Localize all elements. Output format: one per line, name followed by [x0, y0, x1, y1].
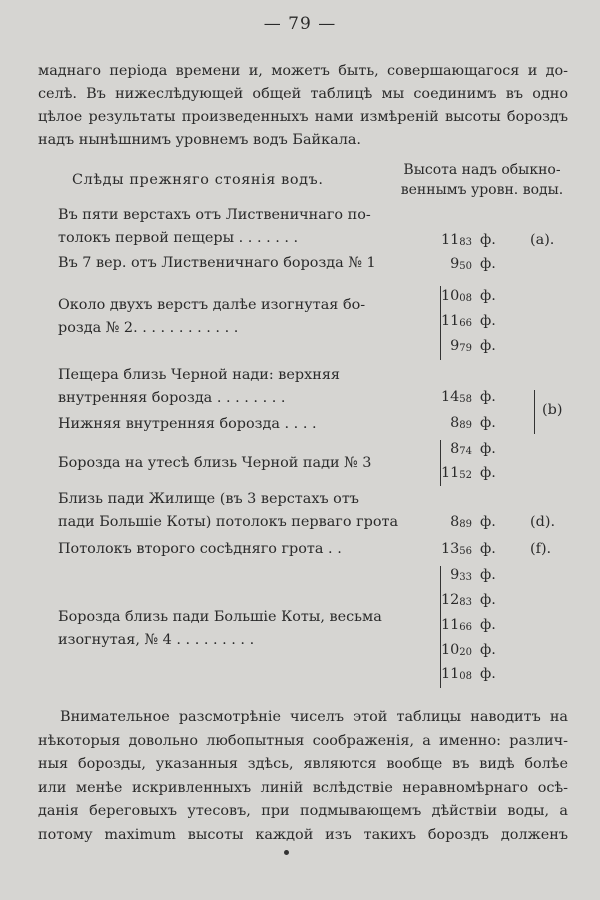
value-unit: ф. [480, 592, 496, 608]
value-int: 10 [440, 642, 460, 658]
table-entry [58, 294, 365, 340]
table-entry [58, 606, 382, 652]
height-value [430, 232, 496, 248]
value-dec: 58 [459, 394, 472, 405]
value-int: 9 [450, 256, 460, 272]
value-unit: ф. [480, 465, 496, 481]
entry-line: пади Большіе Коты) потолокъ перваго грота [58, 514, 399, 530]
value-int: 9 [450, 338, 460, 354]
value-int: 8 [450, 415, 460, 431]
text-line: Внимательное разсмотрѣніе чиселъ этой таблицы наводитъ на [60, 709, 568, 725]
entry-line: изогнутая, № 4 . . . . . . . . . [58, 632, 255, 648]
value-unit: ф. [480, 338, 496, 354]
value-dec: 89 [459, 519, 472, 530]
value-dec: 08 [459, 671, 472, 682]
text-line: цѣлое результаты произведенныхъ нами измѣреній высоты бороздъ [38, 109, 568, 125]
value-dec: 83 [459, 237, 472, 248]
value-dec: 66 [459, 622, 472, 633]
height-value [430, 514, 496, 530]
text-line: нѣкоторыя довольно любопытныя соображенія, а именно: различ- [38, 732, 568, 749]
outro-paragraph [38, 706, 568, 848]
height-value [430, 338, 496, 354]
height-value [430, 256, 496, 272]
text-line: ныя борозды, указанныя здѣсь, являются вообще въ видѣ болѣе [38, 756, 568, 773]
entry-line: Около двухъ верстъ далѣе изогнутая бо- [58, 297, 366, 313]
value-unit: ф. [480, 567, 496, 583]
value-unit: ф. [480, 441, 496, 457]
entry-line: Потолокъ второго сосѣдняго грота . . [58, 541, 342, 557]
value-unit: ф. [480, 232, 496, 248]
height-value [430, 441, 496, 457]
table-header-traces: Слѣды прежняго стоянія водъ. [72, 172, 324, 188]
entry-line: толокъ первой пещеры . . . . . . . [58, 230, 299, 246]
height-value [430, 313, 496, 329]
text-line: или менѣе искривленныхъ линій вслѣдствіе неравномѣрнаго осѣ- [38, 779, 568, 796]
value-unit: ф. [480, 617, 496, 633]
value-dec: 83 [459, 597, 472, 608]
value-dec: 79 [459, 343, 472, 354]
entry-line: Въ 7 вер. отъ Лиственичнаго борозда № 1 [58, 255, 376, 271]
entry-line: Близь пади Жилище (въ 3 верстахъ отъ [58, 491, 359, 507]
value-int: 10 [440, 288, 460, 304]
value-unit: ф. [480, 642, 496, 658]
value-dec: 50 [459, 261, 472, 272]
value-int: 9 [450, 567, 460, 583]
text-line: данія береговыхъ утесовъ, при подмывающемъ дѣйствіи воды, а [38, 803, 568, 820]
height-value [430, 567, 496, 583]
entry-line: Въ пяти верстахъ отъ Лиственичнаго по- [58, 207, 371, 223]
table-entry [58, 488, 398, 534]
value-dec: 33 [459, 572, 472, 583]
value-unit: ф. [480, 415, 496, 431]
value-dec: 52 [459, 470, 472, 481]
table-entry [58, 413, 317, 436]
value-unit: ф. [480, 541, 496, 557]
table-entry [58, 252, 376, 275]
height-value [430, 465, 496, 481]
value-int: 8 [450, 441, 460, 457]
table-entry [58, 452, 371, 475]
value-dec: 56 [459, 546, 472, 557]
value-int: 11 [440, 465, 460, 481]
text-line: маднаго періода времени и, можетъ быть, совершающагося и до- [38, 63, 568, 79]
value-unit: ф. [480, 288, 496, 304]
print-mark [284, 850, 289, 855]
table-header-height [392, 160, 572, 200]
height-value [430, 592, 496, 608]
intro-paragraph [38, 60, 568, 152]
footnote-marker: (a). [530, 232, 555, 248]
value-int: 11 [440, 232, 460, 248]
value-unit: ф. [480, 256, 496, 272]
entry-line: внутренняя борозда . . . . . . . . [58, 390, 286, 406]
value-dec: 89 [459, 420, 472, 431]
value-dec: 08 [459, 293, 472, 304]
height-value [430, 541, 496, 557]
entry-line: Пещера близь Черной нади: верхняя [58, 367, 340, 383]
entry-line: Борозда близь пади Большіе Коты, весьма [58, 609, 382, 625]
value-int: 14 [440, 389, 460, 405]
footnote-marker: (d). [530, 514, 556, 530]
footnote-marker: (b) [542, 402, 563, 418]
header-line: Высота надъ обыкно- [403, 162, 561, 178]
table-entry [58, 204, 371, 250]
value-unit: ф. [480, 666, 496, 682]
height-value [430, 642, 496, 658]
entry-line: Борозда на утесѣ близь Черной пади № 3 [58, 455, 372, 471]
height-value [430, 666, 496, 682]
height-value [430, 288, 496, 304]
value-dec: 74 [459, 446, 472, 457]
table-entry [58, 364, 340, 410]
value-int: 8 [450, 514, 460, 530]
header-line: веннымъ уровн. воды. [400, 182, 564, 198]
height-value [430, 415, 496, 431]
text-line: надъ нынѣшнимъ уровнемъ водъ Байкала. [38, 132, 362, 148]
page-number: — 79 — [263, 14, 337, 34]
entry-line: розда № 2. . . . . . . . . . . . [58, 320, 239, 336]
value-unit: ф. [480, 514, 496, 530]
text-line: селѣ. Въ нижеслѣдующей общей таблицѣ мы соединимъ въ одно [38, 86, 568, 102]
value-int: 11 [440, 666, 460, 682]
value-dec: 66 [459, 318, 472, 329]
footnote-marker: (f). [530, 541, 552, 557]
value-int: 11 [440, 617, 460, 633]
value-dec: 20 [459, 647, 472, 658]
height-value [430, 617, 496, 633]
value-int: 12 [440, 592, 460, 608]
value-unit: ф. [480, 389, 496, 405]
value-int: 11 [440, 313, 460, 329]
table-entry [58, 538, 342, 561]
text-line: потому maximum высоты каждой изъ такихъ бороздъ долженъ [38, 826, 568, 843]
height-value [430, 389, 496, 405]
value-unit: ф. [480, 313, 496, 329]
group-brace [528, 390, 535, 434]
entry-line: Нижняя внутренняя борозда . . . . [58, 416, 317, 432]
value-int: 13 [440, 541, 460, 557]
